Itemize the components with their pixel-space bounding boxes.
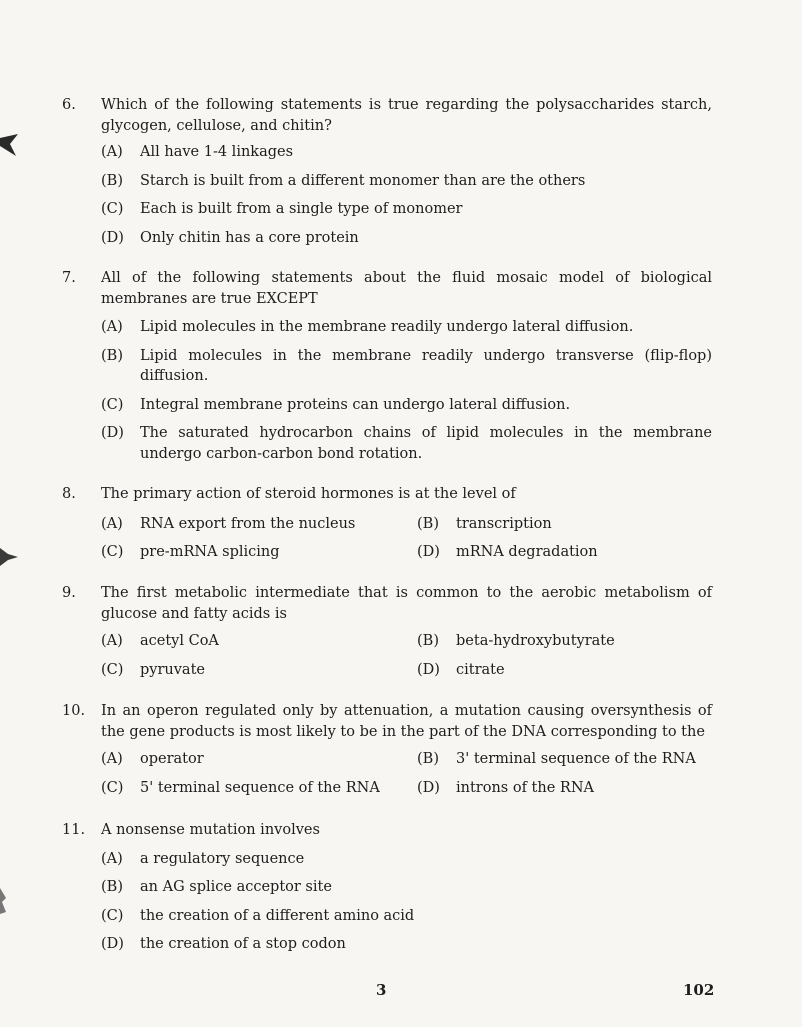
question-number: 9.	[62, 585, 76, 601]
scan-mark	[0, 132, 22, 158]
option-text: citrate	[456, 661, 505, 678]
question-number: 7.	[62, 270, 76, 286]
option-label: (A)	[101, 319, 123, 335]
option	[417, 749, 711, 770]
option-text: Starch is built from a different monomer than are the others	[140, 172, 586, 189]
option-label: (B)	[417, 633, 439, 649]
option	[101, 906, 712, 927]
option	[101, 199, 712, 220]
option-text: Integral membrane proteins can undergo lateral diffusion.	[140, 396, 571, 413]
option-label: (B)	[417, 751, 439, 767]
option	[101, 395, 712, 416]
option-label: (D)	[101, 936, 124, 952]
question-6	[62, 95, 712, 248]
question-number: 11.	[62, 822, 86, 838]
question-10	[62, 701, 712, 798]
option-label: (D)	[417, 779, 440, 796]
option	[101, 749, 417, 770]
option	[417, 660, 711, 681]
question-7	[62, 268, 712, 464]
option-text: RNA export from the nucleus	[140, 515, 356, 532]
option	[101, 849, 712, 870]
option-text: Each is built from a single type of monomer	[140, 201, 463, 217]
option-text: the creation of a stop codon	[140, 936, 346, 952]
option-label: (B)	[101, 172, 123, 189]
option-label: (B)	[417, 515, 439, 532]
option-text: operator	[140, 751, 204, 767]
option-text: transcription	[456, 515, 552, 532]
option	[101, 228, 712, 249]
option-text: The saturated hydrocarbon chains of lipid molecules in the membrane undergo carbon-carbon bond rotation.	[140, 425, 712, 462]
option	[101, 934, 712, 955]
option-text: 5' terminal sequence of the RNA	[140, 779, 380, 796]
option	[101, 542, 417, 563]
question-text: The first metabolic intermediate that is common to the aerobic metabolism of glucose and fatty acids is	[101, 585, 712, 622]
option-text: acetyl CoA	[140, 633, 219, 649]
option-text: 3' terminal sequence of the RNA	[456, 751, 696, 767]
option	[417, 514, 711, 535]
option-label: (D)	[101, 229, 124, 246]
option-label: (C)	[101, 779, 124, 796]
option-text: an AG splice acceptor site	[140, 879, 332, 895]
form-code: 102	[683, 981, 715, 999]
option-label: (A)	[101, 633, 123, 649]
question-number: 6.	[62, 97, 76, 113]
option-label: (A)	[101, 751, 123, 767]
option	[101, 423, 712, 464]
option-label: (B)	[101, 879, 123, 895]
option	[101, 631, 417, 652]
scan-mark	[0, 888, 10, 914]
question-text: In an operon regulated only by attenuation, a mutation causing oversynthesis of the gene products is most likely to be in the part of the DNA corresponding to the	[101, 703, 712, 740]
option-text: mRNA degradation	[456, 544, 598, 560]
option-label: (D)	[417, 661, 440, 678]
option-text: Only chitin has a core protein	[140, 229, 359, 246]
option-label: (A)	[101, 850, 123, 867]
question-11	[62, 820, 712, 955]
option-text: a regulatory sequence	[140, 850, 305, 867]
option-label: (C)	[101, 201, 124, 217]
question-number: 10.	[62, 703, 86, 719]
option-label: (C)	[101, 544, 124, 560]
option	[101, 877, 712, 898]
option	[417, 778, 711, 799]
question-9	[62, 583, 712, 680]
option	[101, 142, 712, 163]
option-label: (B)	[101, 347, 123, 364]
option-label: (D)	[101, 425, 124, 441]
option-label: (A)	[101, 144, 123, 160]
option	[417, 631, 711, 652]
option	[101, 171, 712, 192]
question-text: The primary action of steroid hormones is at the level of	[101, 486, 516, 502]
option-label: (C)	[101, 661, 124, 678]
option-text: pyruvate	[140, 661, 205, 678]
question-number: 8.	[62, 486, 76, 502]
question-text: All of the following statements about the fluid mosaic model of biological membranes are true EXCEPT	[101, 270, 712, 307]
option-label: (C)	[101, 396, 124, 413]
scan-mark	[0, 546, 20, 568]
option-label: (C)	[101, 907, 124, 924]
option-label: (D)	[417, 544, 440, 560]
option-text: Lipid molecules in the membrane readily undergo lateral diffusion.	[140, 319, 634, 335]
question-8	[62, 484, 712, 563]
option	[101, 660, 417, 681]
option	[101, 317, 712, 338]
question-text: Which of the following statements is true regarding the polysaccharides starch, glycogen, cellulose, and chitin?	[101, 97, 712, 134]
page-number: 3	[376, 981, 387, 999]
option-text: the creation of a different amino acid	[140, 907, 415, 924]
option	[101, 514, 417, 535]
option-label: (A)	[101, 515, 123, 532]
option-text: pre-mRNA splicing	[140, 544, 280, 560]
option	[101, 778, 417, 799]
option-text: Lipid molecules in the membrane readily undergo transverse (flip-flop) diffusion.	[140, 347, 712, 384]
option-text: introns of the RNA	[456, 779, 594, 796]
question-text: A nonsense mutation involves	[101, 822, 320, 838]
option-text: beta-hydroxybutyrate	[456, 633, 615, 649]
option-text: All have 1-4 linkages	[140, 144, 294, 160]
option	[417, 542, 711, 563]
option	[101, 346, 712, 387]
